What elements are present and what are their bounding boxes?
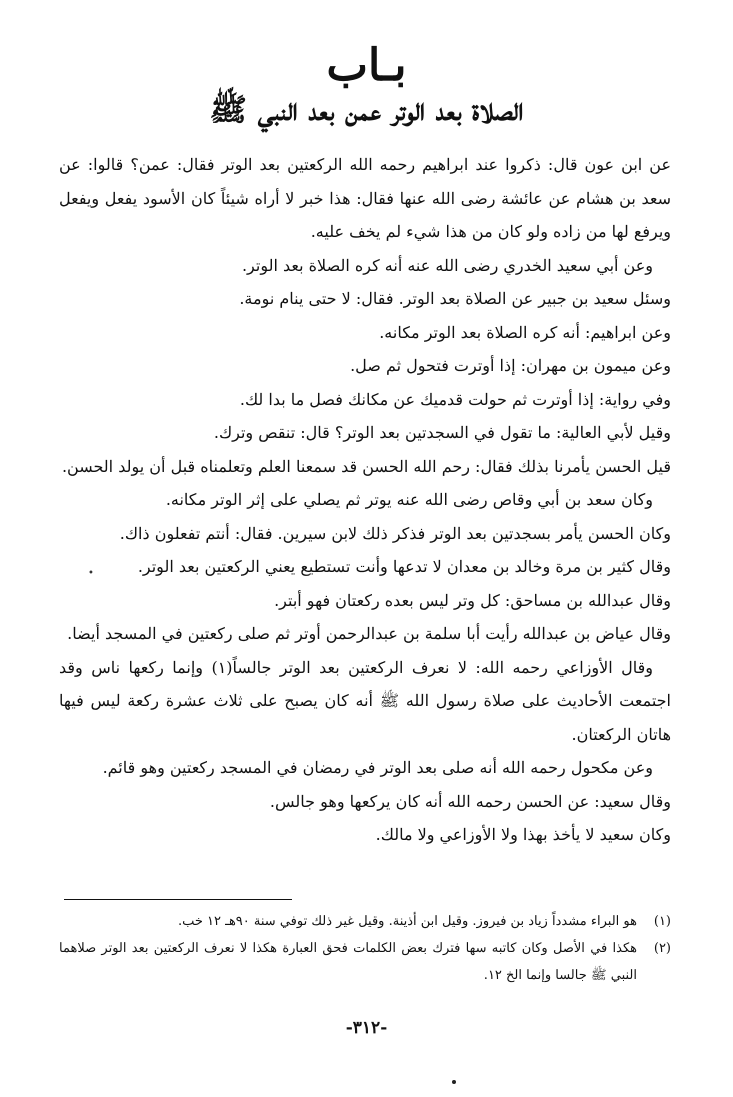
paragraph-15: وعن مكحول رحمه الله أنه صلى بعد الوتر في رمضان في المسجد ركعتين وهو قائم. (102, 758, 653, 777)
paragraph-5: وعن ميمون بن مهران: إذا أوترت فتحول ثم صل. (350, 356, 671, 375)
margin-dot: • (88, 568, 94, 579)
paragraph-17: وكان سعيد لا يأخذ بهذا ولا الأوزاعي ولا مالك. (375, 825, 671, 844)
paragraph-7: وقيل لأبي العالية: ما تقول في السجدتين بعد الوتر؟ قال: تنقص وترك. (213, 423, 671, 442)
footnote-number: (١) (653, 914, 671, 929)
paragraph-12: وقال عبدالله بن مساحق: كل وتر ليس بعده ركعتان فهو أبتر. (274, 590, 671, 610)
chapter-heading: بـاب (326, 40, 407, 91)
footnote-number: (٢) (653, 941, 671, 956)
page-number: -٣١٢- (345, 1018, 388, 1038)
paragraph-6: وفي رواية: إذا أوترت ثم حولت قدميك عن مكانك فصل ما بدا لك. (239, 389, 671, 409)
scan-speck (452, 1080, 456, 1084)
paragraph-1: عن ابن عون قال: ذكروا عند ابراهيم رحمه الله الركعتين بعد الوتر فقال: عمن؟ قالوا: عن سعد بن هشام عن عائشة رضى الله عنها فقال: هذا خبر لا أراه شيئاً كان الأسود يفعل ويفعل ويرفع لها من زاده ولو كان من هذا شيء لم يخف عليه. (59, 155, 672, 241)
footnote-text: هو البراء مشدداً زياد بن فيروز. وقيل ابن أذينة. وقيل غير ذلك توفي سنة ٩٠هـ ١٢ خب. (177, 914, 637, 929)
footnotes (59, 908, 671, 989)
footnote-divider (64, 899, 292, 900)
paragraph-2: وعن أبي سعيد الخدري رضى الله عنه أنه كره الصلاة بعد الوتر. (241, 255, 653, 275)
footnote-1 (59, 908, 671, 935)
paragraph-13: وقال عياض بن عبدالله رأيت أبا سلمة بن عبدالرحمن أوتر ثم صلى ركعتين في المسجد أيضا. (67, 624, 671, 643)
paragraph-8: قيل الحسن يأمرنا بذلك فقال: رحم الله الحسن قد سمعنا العلم وتعلمناه قبل أن يولد الحسن. (61, 456, 671, 476)
paragraph-4: وعن ابراهيم: أنه كره الصلاة بعد الوتر مكانه. (379, 322, 671, 342)
paragraph-9: وكان سعد بن أبي وقاص رضى الله عنه يوتر ثم يصلي على إثر الوتر مكانه. (165, 490, 653, 509)
paragraph-16: وقال سعيد: عن الحسن رحمه الله أنه كان يركعها وهو جالس. (269, 791, 671, 811)
chapter-title: الصلاة بعد الوتر عمن بعد النبي ﷺ (209, 92, 524, 128)
body-text (59, 148, 671, 852)
footnote-text: هكذا في الأصل وكان كاتبه سها فترك بعض الكلمات فحق العبارة هكذا لا نعرف الركعتين بعد الوتر صلاهما النبي ﷺ جالسا وإنما الخ ١٢. (59, 941, 637, 983)
paragraph-11: وقال كثير بن مرة وخالد بن معدان لا تدعها وأنت تستطيع يعني الركعتين بعد الوتر. (137, 557, 671, 576)
paragraph-3: وسئل سعيد بن جبير عن الصلاة بعد الوتر. فقال: لا حتى ينام نومة. (239, 289, 671, 308)
paragraph-10: وكان الحسن يأمر بسجدتين بعد الوتر فذكر ذلك لابن سيرين. فقال: أنتم تفعلون ذاك. (119, 523, 671, 543)
footnote-2 (59, 935, 671, 989)
paragraph-14: وقال الأوزاعي رحمه الله: لا نعرف الركعتين بعد الوتر جالساً(١) وإنما ركعها ناس وقد اجتمعت الأحاديث على صلاة رسول الله ﷺ أنه كان يصبح على ثلاث عشرة ركعة ليس فيها هاتان الركعتان. (59, 657, 671, 744)
